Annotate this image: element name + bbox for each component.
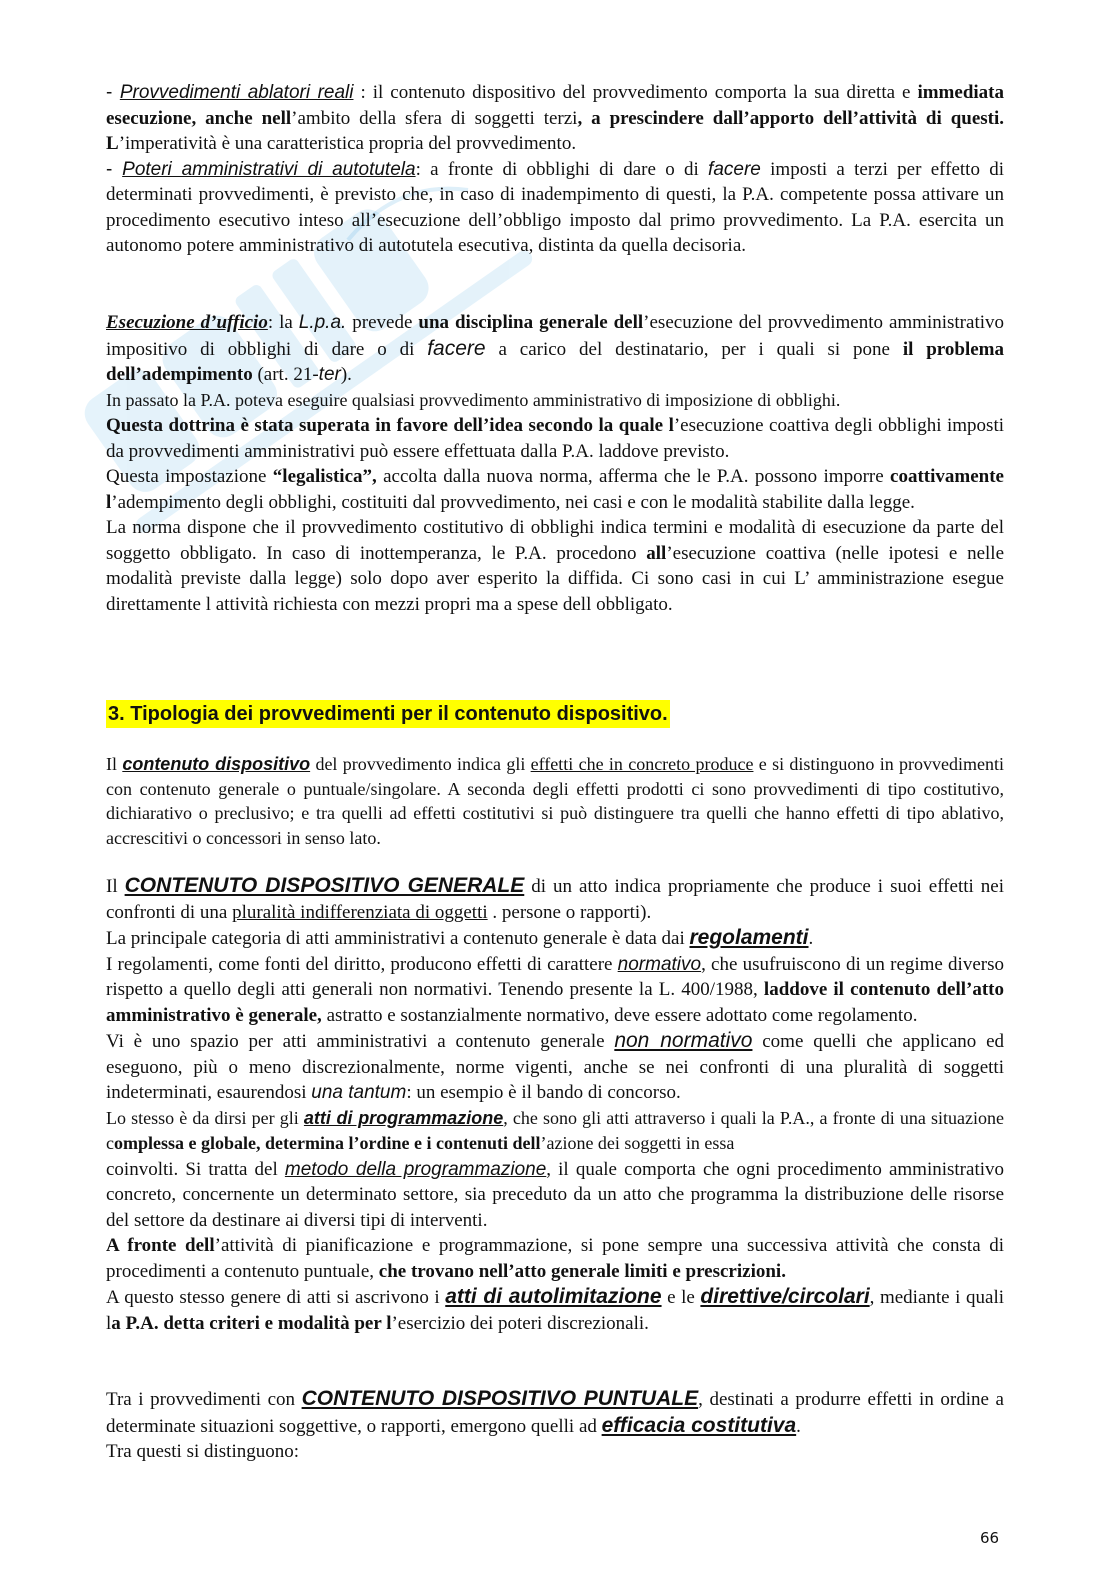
paragraph-norma-dispone: La norma dispone che il provvedimento costitutivo di obblighi indica termini e modalità di esecuzione da parte del soggetto obbligato. In caso di inottemperanza, le P.A. procedono all’esecuzione coattiva (nelle ipotesi e nelle modalità previste dalla legge) solo dopo aver esperito la diffida. Ci sono casi in cui L’ amministrazione esegue direttamente l attività richiesta con mezzi propri ma a spese dell obbligato. [106,517,1005,615]
term-atti-autolimitazione: atti di autolimitazione [445,1285,662,1308]
section-ablatori [106,80,1004,259]
term-contenuto-dispositivo-puntuale: CONTENUTO DISPOSITIVO PUNTUALE [301,1387,699,1410]
paragraph-esecuzione-ufficio: Esecuzione d’ufficio: la L.p.a. prevede una disciplina generale dell’esecuzione del provvedimento amministrativo impositivo di obblighi di dare o di facere a carico del destinatario, per i quali si pone il problema dell’adempimento (art. 21-ter). [106,312,1004,385]
paragraph-autolimitazione: A questo stesso genere di atti si ascrivono i atti di autolimitazione e le direttive/circolari, mediante i quali la P.A. detta criteri e modalità per l’esercizio dei poteri discrezionali. [106,1285,1005,1334]
paragraph-legalistica: Questa impostazione “legalistica”, accolta dalla nuova norma, afferma che le P.A. possono imporre coattivamente l’adempimento degli obblighi, costituiti dal provvedimento, nei casi e con le modalità stabilite dalla legge. [106,466,1004,513]
term-contenuto-dispositivo: contenuto dispositivo [122,754,311,774]
section-contenuto-generale [106,873,1004,1336]
term-atti-programmazione: atti di programmazione [303,1107,504,1128]
term-normativo: normativo [617,953,702,975]
paragraph-contenuto-dispositivo: Il contenuto dispositivo del provvedimento indica gli effetti che in concreto produce e si distinguono in provvedimenti con contenuto generale o puntuale/singolare. A seconda degli effetti prodotti ci sono provvedimenti di tipo costitutivo, dichiarativo o preclusivo; e tra quelli ad effetti costitutivi si può distinguere tra quelli che hanno effetti di tipo ablativo, accrescitivi o concessori in senso lato. [106,754,1004,848]
paragraph-atti-programmazione: Lo stesso è da dirsi per gli atti di programmazione, che sono gli atti attraverso i quali la P.A., a fronte di una situazione complessa e globale, determina l’ordine e i contenuti dell’azione dei soggetti in essa [106,1107,1005,1153]
paragraph-regolamenti: La principale categoria di atti amministrativi a contenuto generale è data dai regolamenti. [106,926,814,949]
term-poteri-autotutela: Poteri amministrativi di autotutela [122,158,416,180]
term-non-normativo: non normativo [614,1029,753,1052]
term-regolamenti: regolamenti [689,926,809,949]
paragraph-ablatori-reali: - Provvedimenti ablatori reali : il contenuto dispositivo del provvedimento comporta la sua diretta e immediata esecuzione, anche nell’ambito della sfera di soggetti terzi, a prescindere dall’apporto dell’attività di questi. L’imperatività è una caratteristica propria del provvedimento. [106,82,1005,154]
section-esecuzione-ufficio [106,310,1004,617]
paragraph-autotutela: - Poteri amministrativi di autotutela: a fronte di obblighi di dare o di facere imposti a terzi per effetto di determinati provvedimenti, è previsto che, in caso di inadempimento di questi, la P.A. competente possa attivare un procedimento esecutivo inteso all’esecuzione dell’obbligo imposto dal primo provvedimento. La P.A. esercita un autonomo potere amministrativo di autotutela esecutiva, distinta da quella decisoria. [106,158,1005,256]
paragraph-dottrina-superata: Questa dottrina è stata superata in favore dell’idea secondo la quale l’esecuzione coattiva degli obblighi imposti da provvedimenti amministrativi può essere effettuata dalla P.A. laddove previsto. [106,415,1004,462]
section-heading: 3. Tipologia dei provvedimenti per il contenuto dispositivo. [106,700,670,728]
paragraph-in-passato: In passato la P.A. poteva eseguire qualsiasi provvedimento amministrativo di imposizione di obblighi. [106,389,841,410]
paragraph-contenuto-puntuale: Tra i provvedimenti con CONTENUTO DISPOSITIVO PUNTUALE, destinati a produrre effetti in ordine a determinate situazioni soggettive, o rapporti, emergono quelli ad efficacia costitutiva. [106,1387,1004,1437]
section-contenuto-puntuale [106,1386,1004,1465]
paragraph-contenuto-generale: Il CONTENUTO DISPOSITIVO GENERALE di un atto indica propriamente che produce i suoi effetti nei confronti di una pluralità indifferenziata di oggetti . persone o rapporti). [106,874,1004,923]
paragraph-metodo-programmazione: coinvolti. Si tratta del metodo della programmazione, il quale comporta che ogni procedimento amministrativo concreto, concernente un determinato settore, sia preceduto da un atto che programma la distribuzione delle risorse del settore da destinare ai diversi tipi di interventi. [106,1158,1004,1231]
term-metodo-programmazione: metodo della programmazione [284,1158,547,1180]
paragraph-tra-questi: Tra questi si distinguono: [106,1441,300,1462]
term-direttive-circolari: direttive/circolari [700,1285,870,1308]
term-provvedimenti-ablatori-reali: Provvedimenti ablatori reali [119,82,354,103]
section-contenuto-dispositivo [106,752,1004,850]
term-esecuzione-ufficio: Esecuzione d’ufficio [106,312,268,333]
page-number: 66 [980,1529,1000,1547]
paragraph-normativo: I regolamenti, come fonti del diritto, producono effetti di carattere normativo, che usufruiscono di un regime diverso rispetto a quello degli atti generali non normativi. Tenendo presente la L. 400/1988, laddove il contenuto dell’atto amministrativo è generale, astratto e sostanzialmente normativo, deve essere adottato come regolamento. [106,953,1004,1026]
paragraph-non-normativo: Vi è uno spazio per atti amministrativi a contenuto generale non normativo come quelli che applicano ed eseguono, più o meno discrezionalmente, norme vigenti, anche se nei confronti di una pluralità di soggetti indeterminati, esaurendosi una tantum: un esempio è il bando di concorso. [106,1029,1004,1103]
term-efficacia-costitutiva: efficacia costitutiva [601,1413,797,1437]
paragraph-pianificazione: A fronte dell’attività di pianificazione e programmazione, si pone sempre una successiva attività che consta di procedimenti a contenuto puntuale, che trovano nell’atto generale limiti e prescrizioni. [106,1235,1004,1282]
term-contenuto-dispositivo-generale: CONTENUTO DISPOSITIVO GENERALE [124,874,525,897]
